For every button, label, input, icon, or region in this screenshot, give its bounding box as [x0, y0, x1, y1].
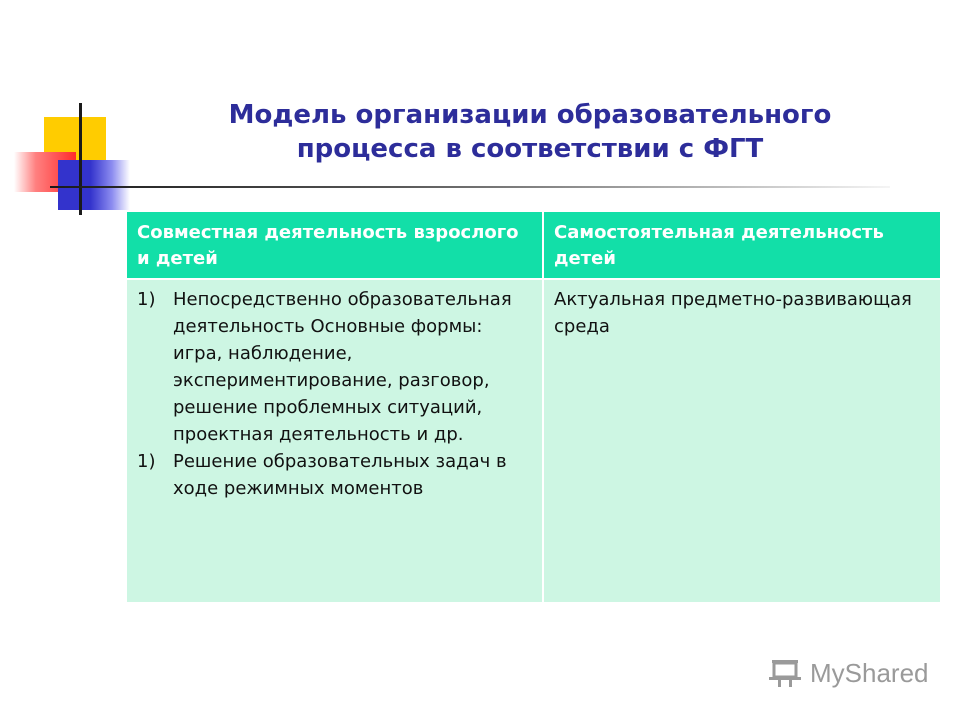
cell-joint-activity: [126, 279, 543, 603]
watermark-text: MyShared: [810, 657, 929, 688]
header-joint-activity: Совместная деятельность взрослого и детей: [126, 211, 543, 279]
joint-activity-list: [137, 286, 534, 502]
cell-independent-activity: Актуальная предметно-развивающая среда: [543, 279, 941, 603]
decor-vertical-line: [79, 103, 82, 215]
slide-title-line-1: Модель организации образовательного: [228, 100, 832, 130]
activity-table: [125, 210, 942, 604]
table-row: [126, 279, 941, 603]
list-item: [137, 448, 534, 502]
header-independent-activity: Самостоятельная деятельность детей: [543, 211, 941, 279]
slide-title: [130, 98, 930, 166]
decor-blue-square: [58, 160, 130, 210]
list-item-number: 1): [137, 289, 156, 310]
list-item-number: 1): [137, 451, 156, 472]
decor-horizontal-line: [50, 186, 890, 188]
table-header-row: [126, 211, 941, 279]
watermark-logo: [768, 656, 929, 690]
projector-icon: [768, 658, 802, 688]
list-item-text: Решение образовательных задач в ходе режимных моментов: [173, 451, 507, 499]
list-item: [137, 286, 534, 448]
list-item-text: Непосредственно образовательная деятельность Основные формы: игра, наблюдение, экспериментирование, разговор, решение проблемных ситуаций, проектная деятельность и др.: [173, 289, 512, 445]
slide-title-line-2: процесса в соответствии с ФГТ: [296, 134, 764, 164]
